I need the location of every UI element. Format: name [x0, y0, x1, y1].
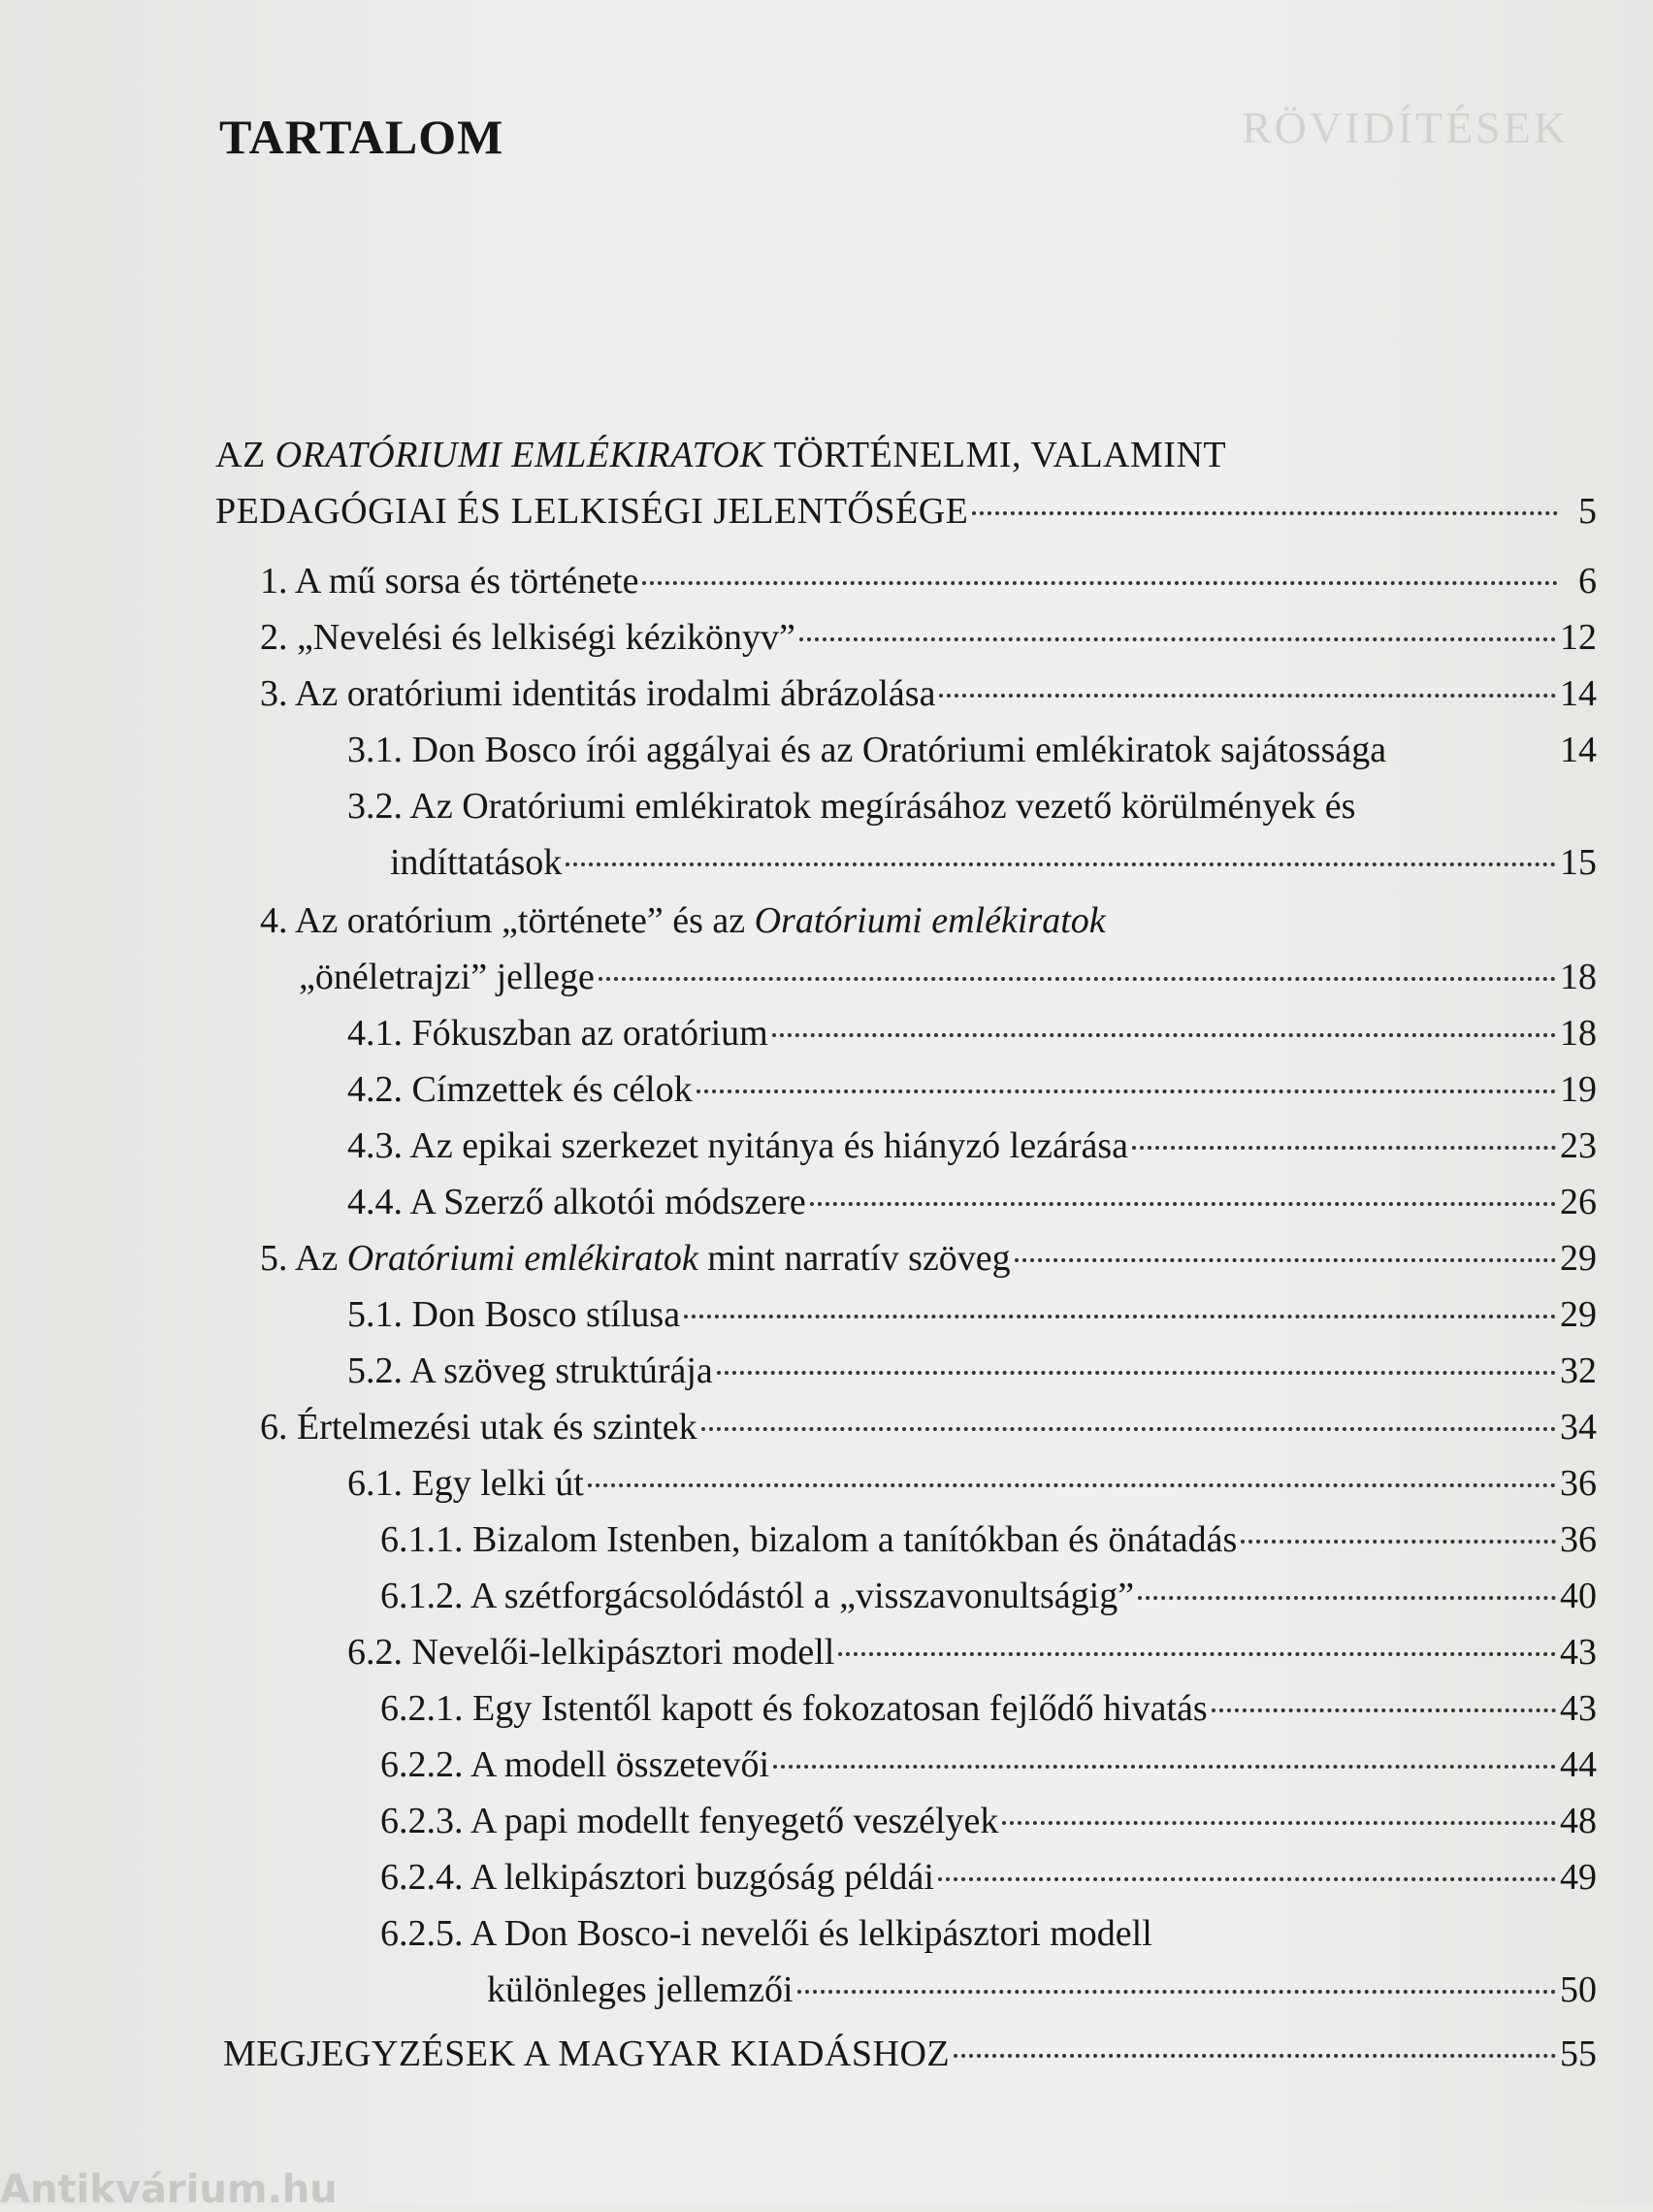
- toc-entry-line: 4. Az oratórium „története” és az Oratóriumi emlékiratok: [260, 900, 1106, 941]
- dot-leader: [1212, 1708, 1556, 1712]
- toc-entry-s1: [260, 553, 1597, 609]
- toc-page-number: 18: [1560, 957, 1597, 997]
- toc-entry-label: 5.1. Don Bosco stílusa: [347, 1294, 681, 1335]
- dot-leader: [717, 1371, 1556, 1375]
- toc-entry-line: 6.2.5. A Don Bosco-i nevelői és lelkipásztori modell: [380, 1913, 1152, 1954]
- toc-page-number: 14: [1560, 673, 1597, 714]
- toc-entry-label: 3. Az oratóriumi identitás irodalmi ábrázolása: [260, 673, 936, 714]
- toc-entry-s4-1: [347, 1005, 1597, 1061]
- toc-page-number: 15: [1560, 842, 1597, 883]
- toc-entry-s5-2: [347, 1343, 1597, 1399]
- toc-entry-line: 3.2. Az Oratóriumi emlékiratok megírásához vezető körülmények és: [347, 786, 1356, 827]
- toc-entry-notes: [223, 2026, 1597, 2082]
- dot-leader: [1002, 1821, 1556, 1825]
- toc-entry-label: PEDAGÓGIAI ÉS LELKISÉGI JELENTŐSÉGE: [215, 491, 969, 532]
- toc-page-number: 40: [1560, 1576, 1597, 1616]
- toc-page-number: 43: [1560, 1688, 1597, 1729]
- toc-entry-label: 6.2.3. A papi modellt fenyegető veszélyek: [380, 1801, 999, 1841]
- toc-entry-label: 6.2.4. A lelkipásztori buzgóság példái: [380, 1857, 934, 1898]
- toc-entry-label: 5.2. A szöveg struktúrája: [347, 1350, 713, 1391]
- toc-entry-label: „önéletrajzi” jellege: [299, 957, 595, 997]
- toc-entry-s6-1: [347, 1455, 1597, 1512]
- toc-entry-s4-4: [347, 1174, 1597, 1230]
- toc-entry-s6-2-1: [380, 1680, 1597, 1737]
- toc-page-number: 36: [1560, 1519, 1597, 1560]
- dot-leader: [599, 977, 1556, 981]
- toc-entry-line: AZ ORATÓRIUMI EMLÉKIRATOK TÖRTÉNELMI, VALAMINT: [215, 435, 1227, 475]
- toc-entry-s6-2-4: [380, 1849, 1597, 1905]
- toc-entry-s6-2-5: [380, 1905, 1597, 2018]
- toc-entry-label: 6.1.2. A szétforgácsolódástól a „visszavonultságig”: [380, 1576, 1135, 1616]
- toc-page-number: 12: [1560, 617, 1597, 658]
- dot-leader: [954, 2054, 1556, 2058]
- dot-leader: [773, 1765, 1556, 1769]
- toc-entry-s3-2: [347, 778, 1597, 891]
- toc-page-number: 29: [1560, 1238, 1597, 1279]
- toc-page-number: 6: [1578, 561, 1597, 602]
- toc-page-number: 23: [1560, 1125, 1597, 1166]
- toc-entry-label: 1. A mű sorsa és története: [260, 561, 639, 602]
- toc-entry-s6-2-3: [380, 1793, 1597, 1849]
- toc-entry-label: 4.4. A Szerző alkotói módszere: [347, 1182, 806, 1222]
- dot-leader: [1015, 1258, 1556, 1262]
- dot-leader: [684, 1315, 1556, 1318]
- toc-entry-label: 5. Az Oratóriumi emlékiratok mint narratív szöveg: [260, 1238, 1011, 1279]
- toc-page-number: 55: [1560, 2033, 1597, 2074]
- dot-leader: [642, 581, 1558, 585]
- toc-entry-s5: [260, 1230, 1597, 1286]
- dot-leader: [972, 511, 1558, 515]
- toc-page-number: 26: [1560, 1182, 1597, 1222]
- dot-leader: [1132, 1146, 1556, 1150]
- dot-leader: [1138, 1596, 1556, 1600]
- toc-page-number: 19: [1560, 1069, 1597, 1110]
- toc-page-number: 44: [1560, 1744, 1597, 1785]
- toc-page-number: 48: [1560, 1801, 1597, 1841]
- toc-entry-label: 4.3. Az epikai szerkezet nyitánya és hiányzó lezárása: [347, 1125, 1129, 1166]
- toc-page-number: 32: [1560, 1350, 1597, 1391]
- toc-entry-label: 6. Értelmezési utak és szintek: [260, 1407, 697, 1448]
- toc-entry-s2: [260, 609, 1597, 666]
- toc-entry-label: 3.1. Don Bosco írói aggályai és az Oratóriumi emlékiratok sajátossága: [347, 730, 1387, 770]
- toc-entry-s6-1-2: [380, 1568, 1597, 1624]
- dot-leader: [938, 1877, 1556, 1881]
- dot-leader: [1241, 1540, 1556, 1544]
- toc-entry-s5-1: [347, 1286, 1597, 1343]
- toc-page-number: 18: [1560, 1013, 1597, 1054]
- toc-entry-label: 6.2.1. Egy Istentől kapott és fokozatosan fejlődő hivatás: [380, 1688, 1208, 1729]
- toc-page-number: 49: [1560, 1857, 1597, 1898]
- toc-page-number: 50: [1560, 1969, 1597, 2010]
- toc-entry-s4: [260, 893, 1597, 1005]
- toc-entry-s6-1-1: [380, 1512, 1597, 1568]
- dot-leader: [697, 1090, 1556, 1093]
- toc-entry-label: indíttatások: [390, 842, 563, 883]
- toc-entry-label: 4.2. Címzettek és célok: [347, 1069, 693, 1110]
- toc-page-number: 14: [1560, 730, 1597, 770]
- dot-leader: [701, 1427, 1556, 1431]
- toc-page-number: 34: [1560, 1407, 1597, 1448]
- dot-leader: [810, 1202, 1556, 1206]
- toc-entry-s6-2: [347, 1624, 1597, 1680]
- toc-entry-label: MEGJEGYZÉSEK A MAGYAR KIADÁSHOZ: [223, 2033, 951, 2074]
- toc-entry-label: 6.2.2. A modell összetevői: [380, 1744, 770, 1785]
- dot-leader: [799, 637, 1556, 641]
- page-title: TARTALOM: [219, 110, 504, 164]
- bleed-through-text: RÖVIDÍTÉSEK: [1242, 103, 1570, 152]
- watermark: Antikvárium.hu: [0, 2167, 338, 2212]
- dot-leader: [797, 1990, 1556, 1994]
- toc-page-number: 36: [1560, 1463, 1597, 1504]
- toc-entry-s6-2-2: [380, 1737, 1597, 1793]
- toc-entry-s3-1: [347, 722, 1597, 778]
- dot-leader: [588, 1483, 1556, 1487]
- toc-entry-s4-2: [347, 1061, 1597, 1118]
- toc-entry-s4-3: [347, 1118, 1597, 1174]
- toc-entry-label: különleges jellemzői: [487, 1969, 794, 2010]
- toc-page-number: 5: [1578, 491, 1597, 532]
- toc-entry-label: 6.1. Egy lelki út: [347, 1463, 584, 1504]
- toc-entry-s3: [260, 666, 1597, 722]
- toc-entry-label: 6.2. Nevelői-lelkipásztori modell: [347, 1632, 835, 1673]
- dot-leader: [939, 694, 1556, 698]
- toc-entry-label: 6.1.1. Bizalom Istenben, bizalom a tanítókban és önátadás: [380, 1519, 1238, 1560]
- toc-page-number: 29: [1560, 1294, 1597, 1335]
- dot-leader: [772, 1033, 1556, 1037]
- toc-entry-s6: [260, 1399, 1597, 1455]
- toc-entry-label: 2. „Nevelési és lelkiségi kézikönyv”: [260, 617, 795, 658]
- toc-entry-intro: [215, 427, 1597, 539]
- toc-entry-label: 4.1. Fókuszban az oratórium: [347, 1013, 768, 1054]
- toc-entry-row: [215, 483, 1597, 539]
- toc-page-number: 43: [1560, 1632, 1597, 1673]
- dot-leader: [566, 862, 1556, 866]
- dot-leader: [838, 1652, 1556, 1656]
